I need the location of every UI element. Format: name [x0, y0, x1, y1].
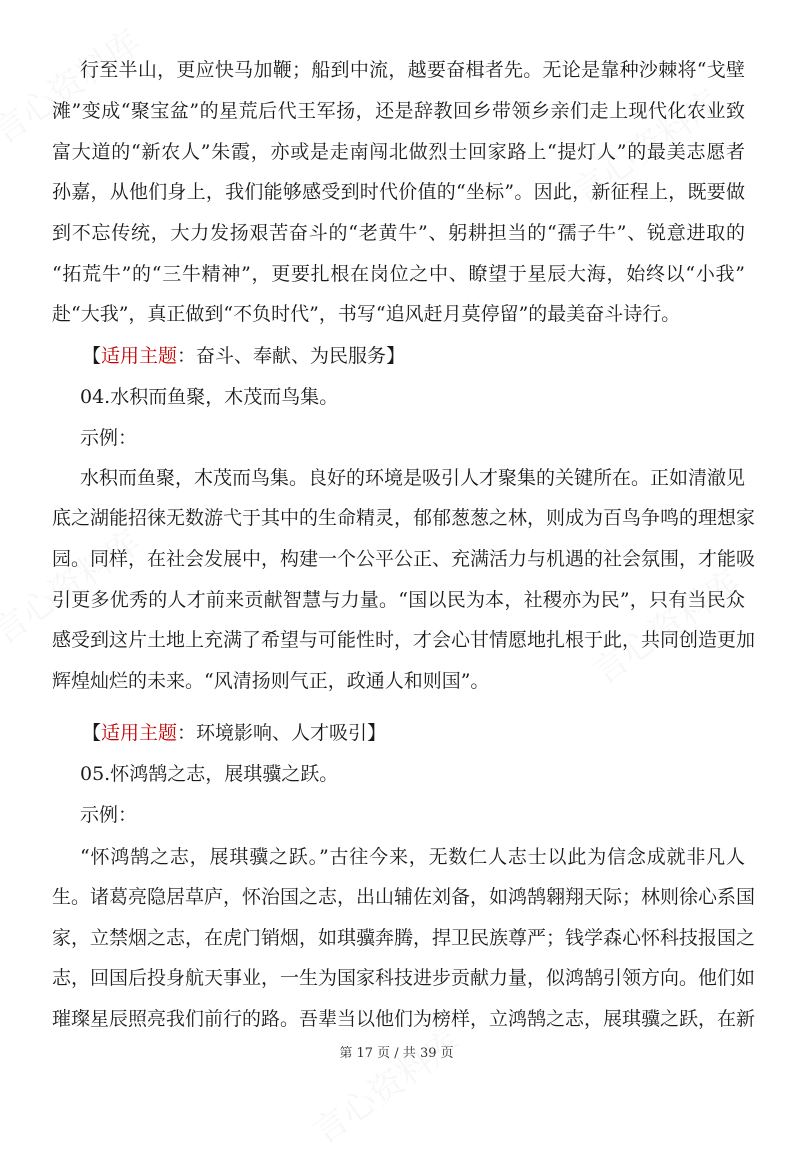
separator: ：	[177, 722, 197, 744]
paragraph-line: 辉煌灿烂的未来。“风清扬则气正，政通人和则国”。	[52, 670, 490, 692]
paragraph-line: 感受到这片土地上充满了希望与可能性时，才会心甘情愿地扎根于此，共同创造更加	[52, 629, 756, 651]
paragraph-line: 富大道的“新农人”朱霞，亦或是走南闯北做烈士回家路上“提灯人”的最美志愿者	[52, 141, 745, 163]
theme-label: 适用主题	[101, 722, 178, 744]
paragraph-line: “拓荒牛”的“三牛精神”，更要扎根在岗位之中、瞭望于星辰大海，始终以“小我”	[52, 263, 745, 285]
paragraph-line: 赴“大我”，真正做到“不负时代”，书写“追风赶月莫停留”的最美奋斗诗行。	[52, 303, 681, 325]
paragraph-line: 孙嘉，从他们身上，我们能够感受到时代价值的“坐标”。因此，新征程上，既要做	[52, 181, 745, 203]
paragraph-line: 水积而鱼聚，木茂而鸟集。良好的环境是吸引人才聚集的关键所在。正如清澈见	[80, 467, 746, 489]
item-title: 05.怀鸿鹄之志，展琪骥之跃。	[80, 763, 339, 785]
example-label: 示例：	[80, 804, 138, 826]
paragraph-line: 底之湖能招徕无数游弋于其中的生命精灵，郁郁葱葱之林，则成为百鸟争鸣的理想家	[52, 507, 756, 529]
paragraph-line: 到不忘传统，大力发扬艰苦奋斗的“老黄牛”、躬耕担当的“孺子牛”、锐意进取的	[52, 222, 745, 244]
paragraph-line: 生。诸葛亮隐居草庐，怀治国之志，出山辅佐刘备，如鸿鹄翱翔天际；林则徐心系国	[52, 886, 756, 908]
page-number: 第 17 页 / 共 39 页	[339, 1046, 454, 1061]
paragraph-line: “怀鸿鹄之志，展琪骥之跃。”古往今来，无数仁人志士以此为信念成就非凡人	[80, 846, 745, 868]
bracket-open: 【	[82, 722, 102, 744]
theme-label: 适用主题	[101, 345, 178, 367]
bracket-close: 】	[367, 722, 387, 744]
example-label: 示例：	[80, 427, 138, 449]
paragraph-line: 璀璨星辰照亮我们前行的路。吾辈当以他们为榜样，立鸿鹄之志，展琪骥之跃，在新	[52, 1008, 756, 1030]
theme-tag	[82, 721, 747, 745]
paragraph-line: 滩”变成“聚宝盆”的星荒后代王军扬，还是辞教回乡带领乡亲们走上现代化农业致	[52, 100, 745, 122]
paragraph-line: 园。同样，在社会发展中，构建一个公平公正、充满活力与机遇的社会氛围，才能吸	[52, 548, 756, 570]
separator: ：	[177, 345, 197, 367]
paragraph-line: 引更多优秀的人才前来贡献智慧与力量。“国以民为本，社稷亦为民”，只有当民众	[52, 589, 745, 611]
theme-text: 奋斗、奉献、为民服务	[196, 345, 387, 367]
paragraph-line: 行至半山，更应快马加鞭；船到中流，越要奋楫者先。无论是靠种沙棘将“戈壁	[80, 59, 745, 81]
theme-tag	[82, 344, 747, 368]
watermark	[301, 1016, 468, 1153]
bracket-open: 【	[82, 345, 102, 367]
watermark	[0, 16, 149, 154]
paragraph-line: 志，回国后投身航天事业，一生为国家科技进步贡献力量，似鸿鹄引领方向。他们如	[52, 967, 756, 989]
bracket-close: 】	[386, 345, 406, 367]
paragraph-line: 家，立禁烟之志，在虎门销烟，如琪骥奔腾，捍卫民族尊严；钱学森心怀科技报国之	[52, 927, 756, 949]
item-title: 04.水积而鱼聚，木茂而鸟集。	[80, 386, 339, 408]
theme-text: 环境影响、人才吸引	[196, 722, 368, 744]
